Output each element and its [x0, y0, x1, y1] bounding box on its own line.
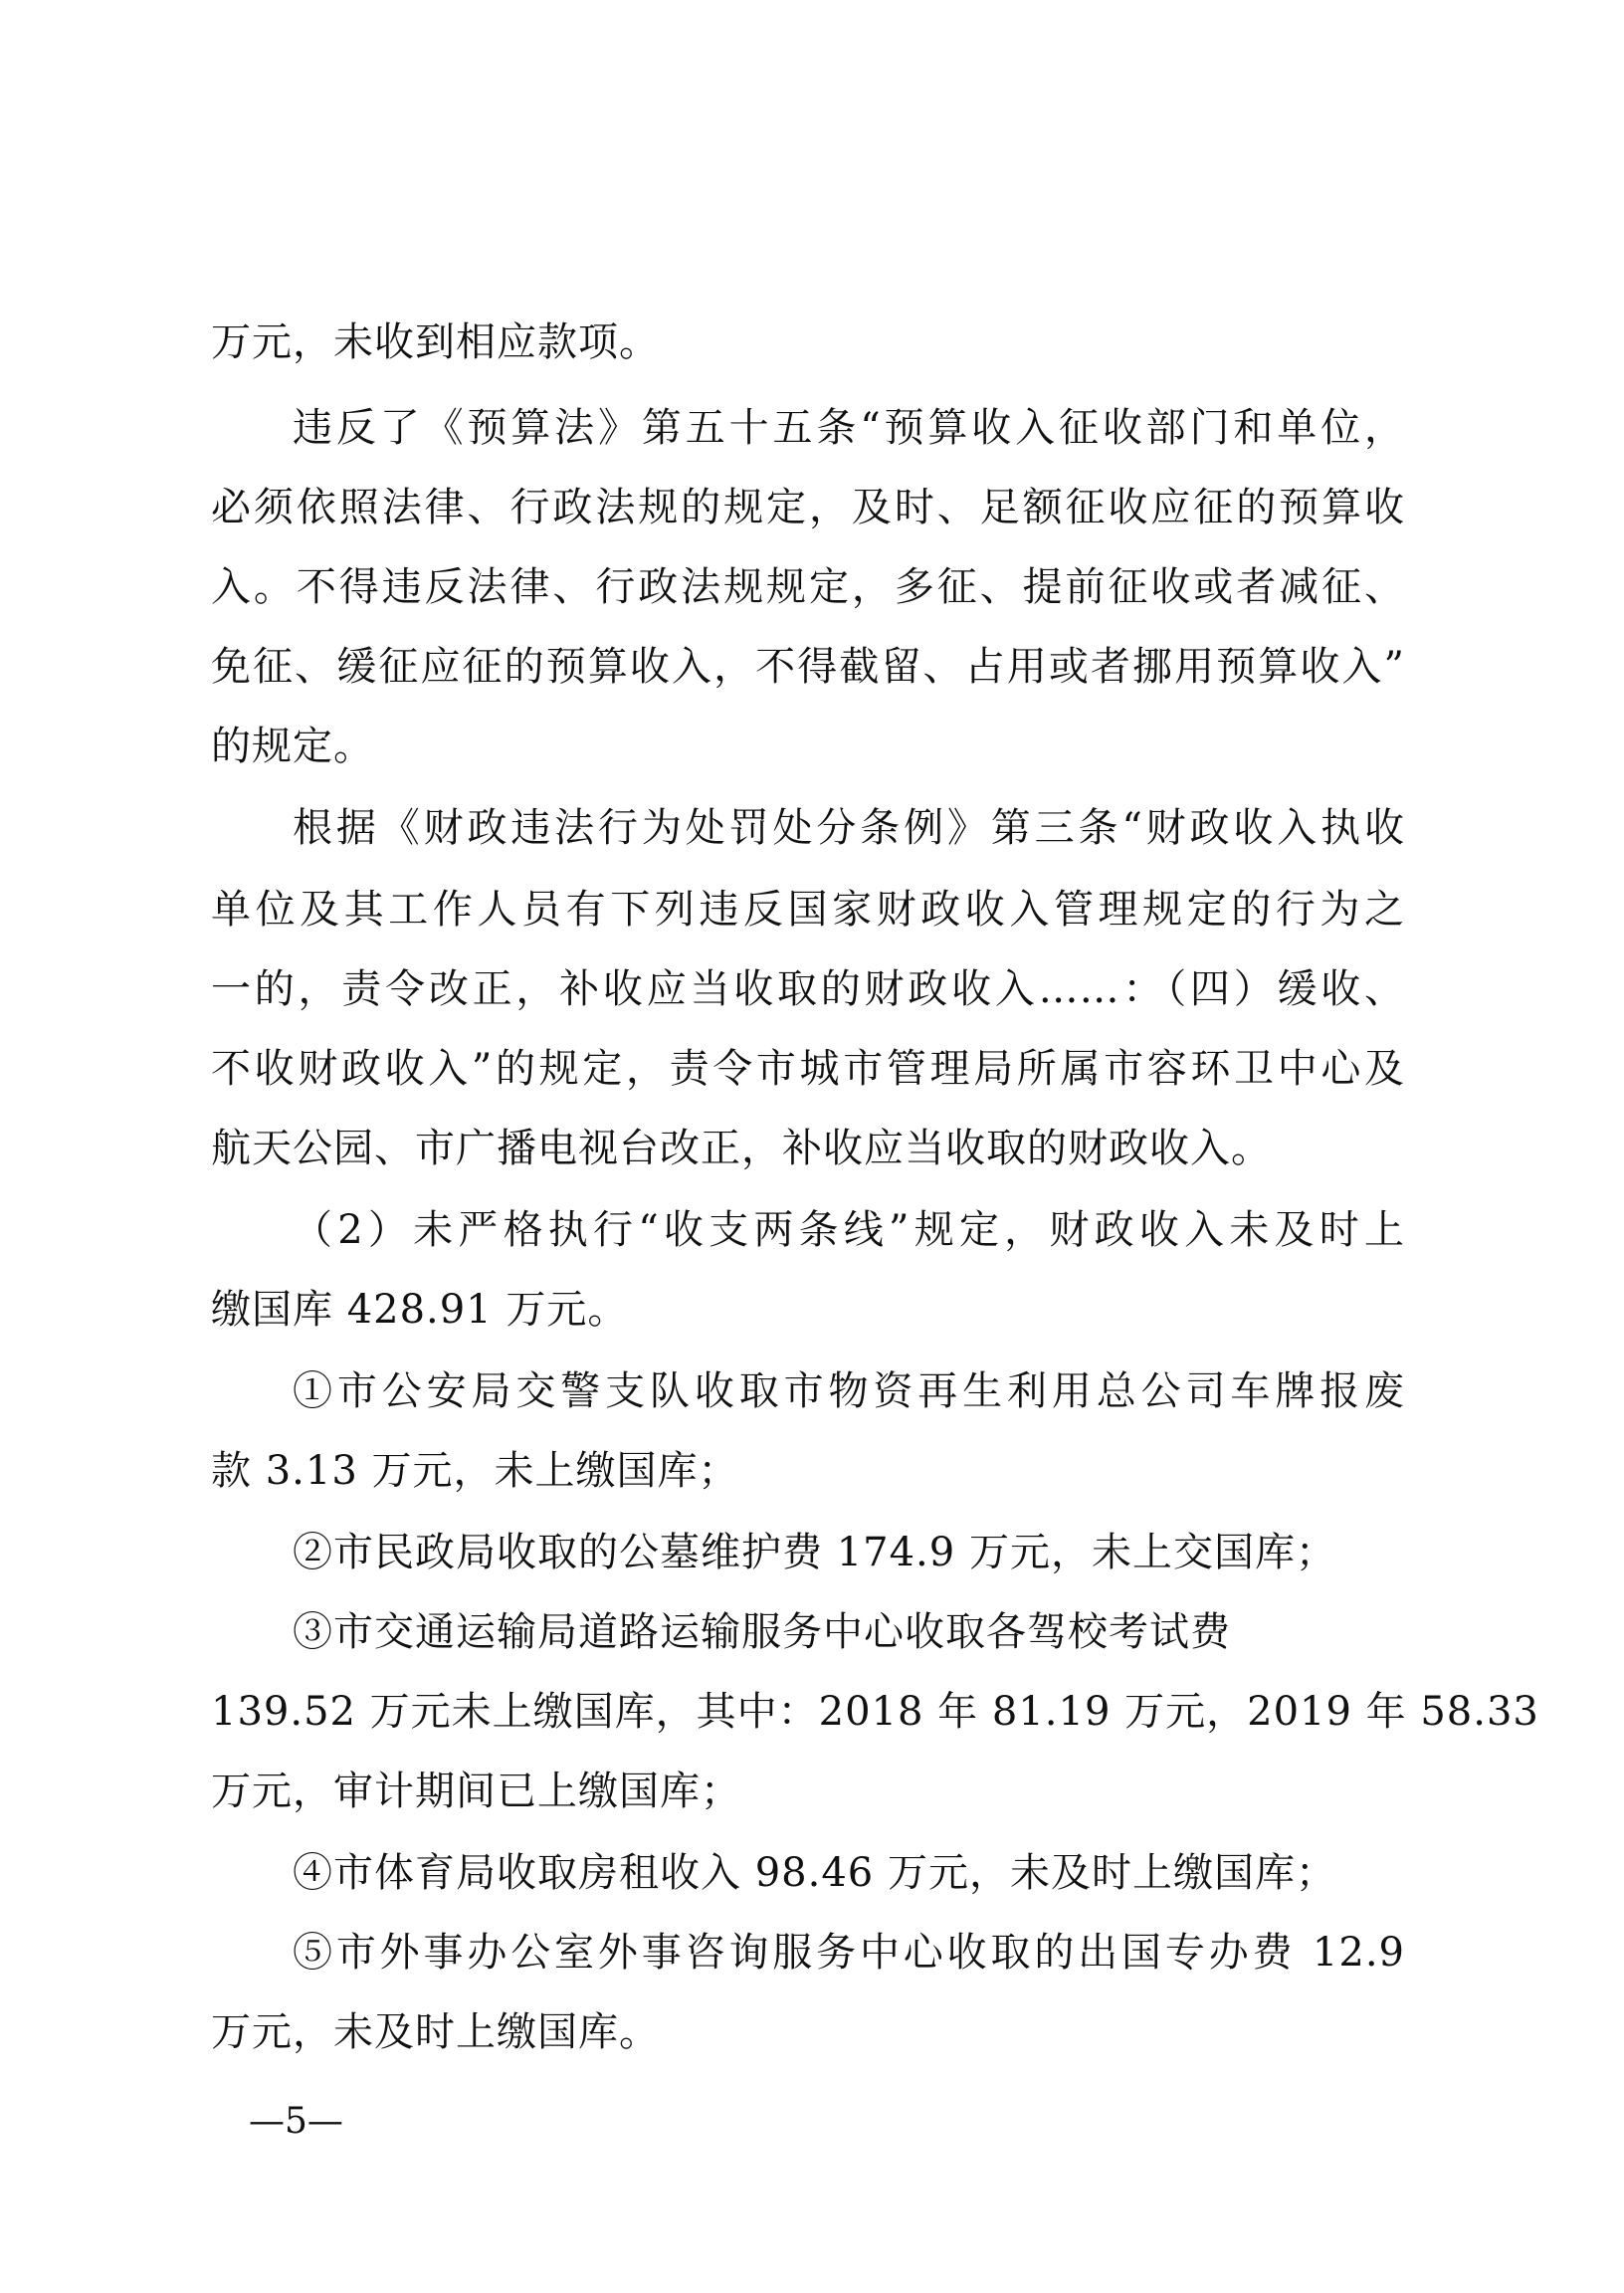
paragraph-line: 免征、缓征应征的预算收入，不得截留、占用或者挪用预算收入” — [211, 644, 1405, 690]
paragraph-line: 缴国库 428.91 万元。 — [211, 1287, 629, 1333]
list-item-line: ①市公安局交警支队收取市物资再生利用总公司车牌报废 — [293, 1368, 1405, 1414]
paragraph-line: 一的，责令改正，补收应当收取的财政收入……：（四）缓收、 — [211, 966, 1405, 1012]
list-item-line: 万元，未及时上缴国库。 — [211, 2009, 660, 2055]
list-item-line: 款 3.13 万元，未上缴国库； — [211, 1448, 739, 1494]
list-item-line: ②市民政局收取的公墓维护费 174.9 万元，未上交国库； — [293, 1530, 1336, 1575]
text-line: 万元，未收到相应款项。 — [211, 319, 660, 365]
page-number: —5— — [249, 2101, 343, 2142]
paragraph-line: 不收财政收入”的规定，责令市城市管理局所属市容环卫中心及 — [211, 1046, 1405, 1092]
paragraph-line: （2）未严格执行“收支两条线”规定，财政收入未及时上 — [293, 1207, 1405, 1253]
list-item-line: ⑤市外事办公室外事咨询服务中心收取的出国专办费 12.9 — [293, 1930, 1405, 1976]
list-item-line: 139.52 万元未上缴国库，其中：2018 年 81.19 万元，2019 年 58.33 — [211, 1689, 1539, 1735]
list-item-line: ④市体育局收取房租收入 98.46 万元，未及时上缴国库； — [293, 1850, 1336, 1896]
paragraph-line: 必须依照法律、行政法规的规定，及时、足额征收应征的预算收 — [211, 485, 1405, 530]
paragraph-line: 根据《财政违法行为处罚处分条例》第三条“财政收入执收 — [293, 805, 1405, 851]
paragraph-line: 入。不得违反法律、行政法规规定，多征、提前征收或者减征、 — [211, 564, 1405, 610]
paragraph-line: 的规定。 — [211, 724, 374, 769]
paragraph-line: 违反了《预算法》第五十五条“预算收入征收部门和单位， — [293, 405, 1405, 451]
list-item-line: 万元，审计期间已上缴国库； — [211, 1769, 741, 1814]
list-item-line: ③市交通运输局道路运输服务中心收取各驾校考试费 — [293, 1609, 1231, 1655]
paragraph-line: 单位及其工作人员有下列违反国家财政收入管理规定的行为之 — [211, 887, 1405, 933]
paragraph-line: 航天公园、市广播电视台改正，补收应当收取的财政收入。 — [211, 1126, 1272, 1171]
